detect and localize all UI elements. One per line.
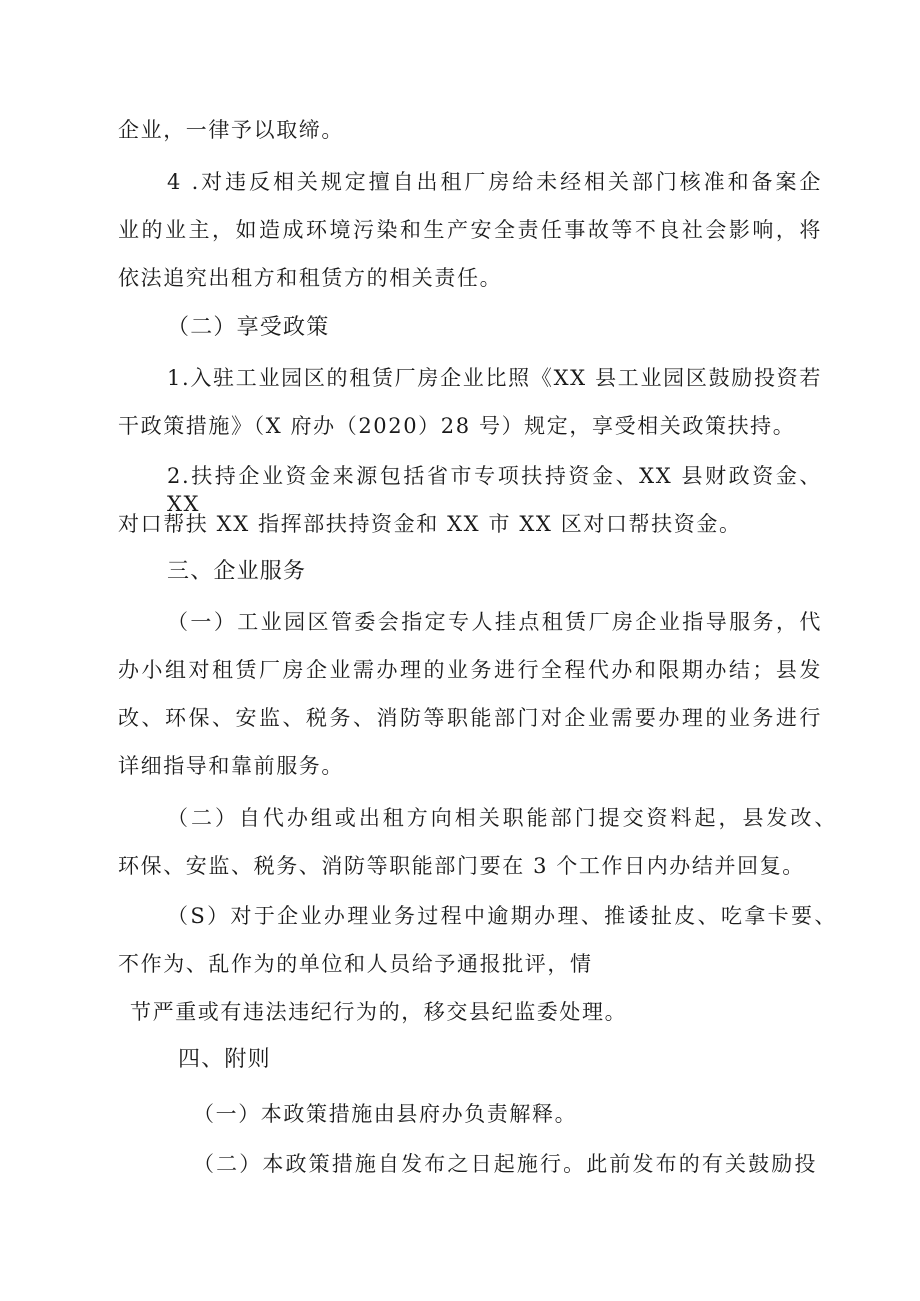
text-line: 办小组对租赁厂房企业需办理的业务进行全程代办和限期办结；县发 [118,658,822,682]
text-line: 2.扶持企业资金来源包括省市专项扶持资金、XX 县财政资金、XX [167,464,822,516]
text-line: 1.入驻工业园区的租赁厂房企业比照《XX 县工业园区鼓励投资若 [167,366,822,390]
text-line: 干政策措施》（X 府办（2020）28 号）规定，享受相关政策扶持。 [118,414,796,438]
section-heading: 四、附则 [178,1047,271,1072]
text-line: 4 .对违反相关规定擅自出租厂房给未经相关部门核准和备案企 [167,170,822,194]
text-line: （二）自代办组或出租方向相关职能部门提交资料起，县发改、 [167,806,837,830]
text-line: 依法追究出租方和租赁方的相关责任。 [118,266,503,290]
text-line: 节严重或有违法违纪行为的，移交县纪监委处理。 [130,1000,628,1024]
text-line: 改、环保、安监、税务、消防等职能部门对企业需要办理的业务进行 [118,706,822,730]
text-line: 对口帮扶 XX 指挥部扶持资金和 XX 市 XX 区对口帮扶资金。 [118,512,742,536]
text-line: （S）对于企业办理业务过程中逾期办理、推诿扯皮、吃拿卡要、 [167,904,837,928]
text-line: 详细指导和靠前服务。 [118,754,344,778]
text-line: 业的业主，如造成环境污染和生产安全责任事故等不良社会影响，将 [118,218,822,242]
section-heading: （二）享受政策 [167,315,330,340]
text-line: （二）本政策措施自发布之日起施行。此前发布的有关鼓励投 [193,1152,817,1176]
text-line: 不作为、乱作为的单位和人员给予通报批评，情 [118,952,593,976]
text-line: 环保、安监、税务、消防等职能部门要在 3 个工作日内办结并回复。 [118,854,805,878]
section-heading: 三、企业服务 [167,559,307,584]
text-line: 企业，一律予以取缔。 [118,118,344,142]
text-line: （一）本政策措施由县府办负责解释。 [193,1102,578,1126]
text-line: （一）工业园区管委会指定专人挂点租赁厂房企业指导服务，代 [167,610,822,634]
